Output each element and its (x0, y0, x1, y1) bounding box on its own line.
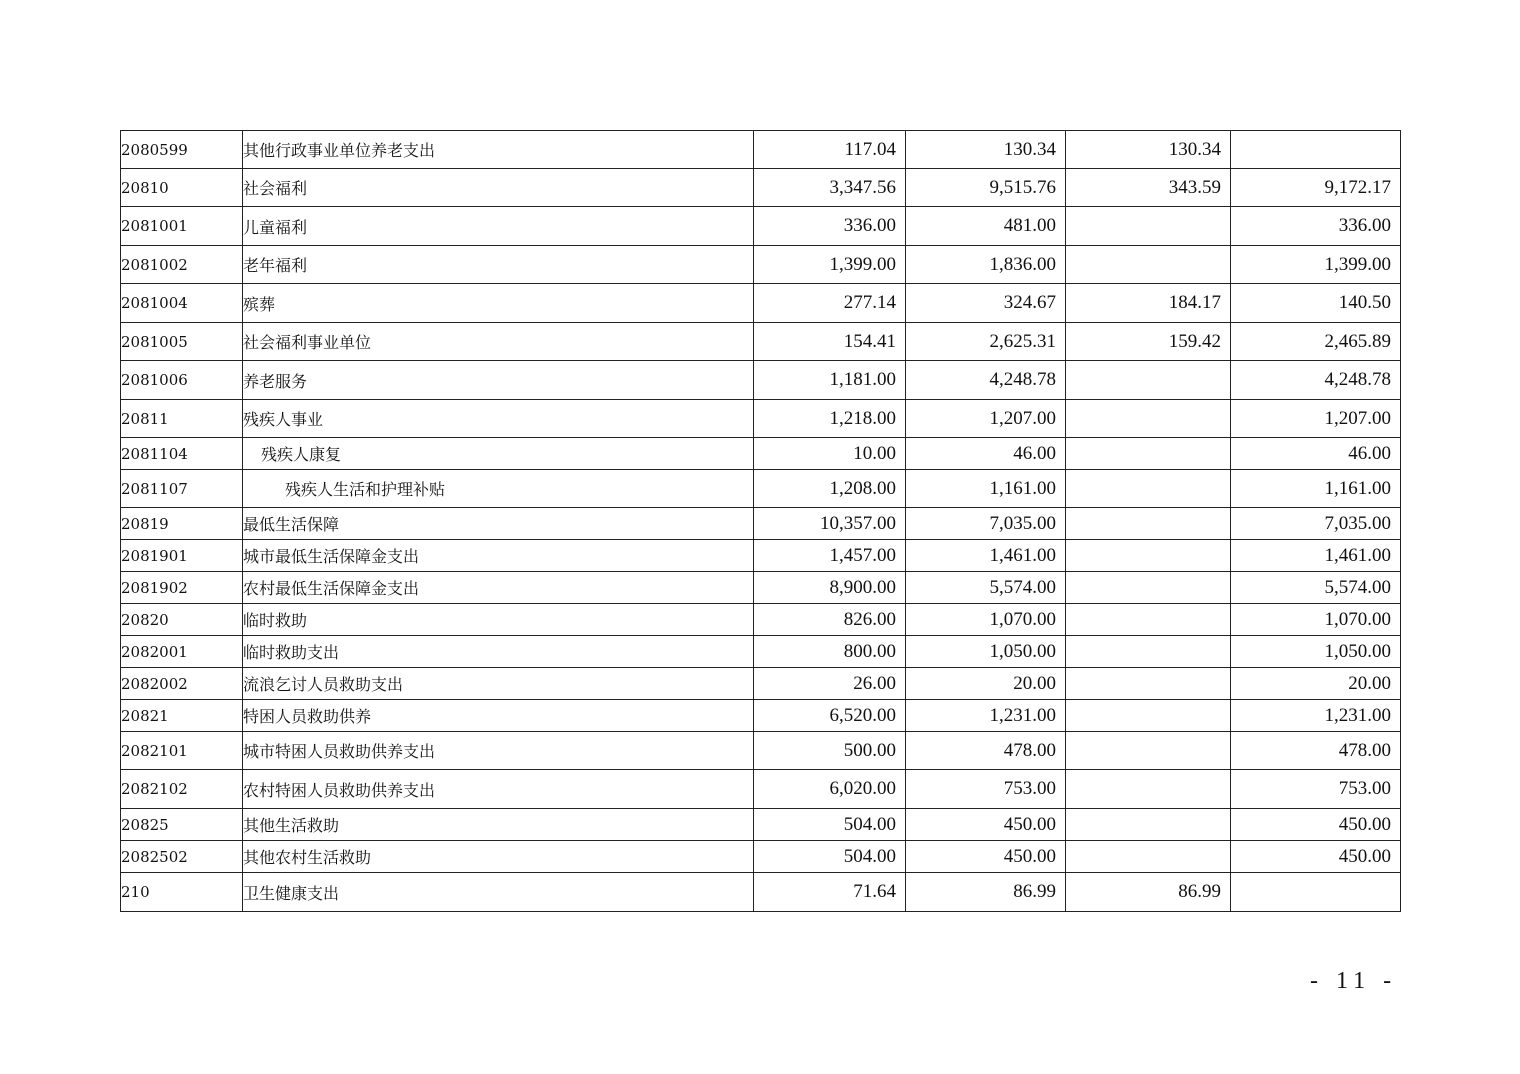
table-row (121, 284, 1401, 323)
table-row (121, 207, 1401, 246)
table-row (121, 636, 1401, 668)
table-row (121, 604, 1401, 636)
row-col3: 159.42 (1066, 323, 1231, 361)
row-name: 社会福利事业单位 (243, 323, 754, 361)
row-col1: 1,399.00 (754, 246, 906, 284)
row-col4: 7,035.00 (1231, 508, 1401, 540)
row-col3 (1066, 700, 1231, 732)
row-col4: 4,248.78 (1231, 361, 1401, 400)
row-col2: 450.00 (906, 841, 1066, 873)
row-col2: 481.00 (906, 207, 1066, 246)
row-col2: 478.00 (906, 732, 1066, 770)
row-col1: 154.41 (754, 323, 906, 361)
table-row (121, 540, 1401, 572)
row-col1: 504.00 (754, 809, 906, 841)
row-col1: 1,181.00 (754, 361, 906, 400)
table-row (121, 323, 1401, 361)
page-number: - 11 - (1310, 968, 1398, 994)
table-row (121, 246, 1401, 284)
row-name: 殡葬 (243, 284, 754, 323)
row-col2: 5,574.00 (906, 572, 1066, 604)
row-col1: 71.64 (754, 873, 906, 912)
row-name: 临时救助 (243, 604, 754, 636)
row-code: 2082102 (121, 770, 243, 809)
row-col3 (1066, 246, 1231, 284)
row-col4: 20.00 (1231, 668, 1401, 700)
row-code: 20820 (121, 604, 243, 636)
row-code: 2081002 (121, 246, 243, 284)
table-row (121, 770, 1401, 809)
row-col1: 1,218.00 (754, 400, 906, 438)
row-col2: 130.34 (906, 131, 1066, 169)
row-col4: 1,231.00 (1231, 700, 1401, 732)
row-col4: 753.00 (1231, 770, 1401, 809)
row-name: 流浪乞讨人员救助支出 (243, 668, 754, 700)
row-code: 2082502 (121, 841, 243, 873)
budget-table (120, 130, 1401, 912)
row-code: 2082002 (121, 668, 243, 700)
row-col2: 1,836.00 (906, 246, 1066, 284)
row-col1: 1,457.00 (754, 540, 906, 572)
table-row (121, 668, 1401, 700)
row-col1: 10,357.00 (754, 508, 906, 540)
table-row (121, 732, 1401, 770)
row-col2: 9,515.76 (906, 169, 1066, 207)
row-col3 (1066, 207, 1231, 246)
row-name: 特困人员救助供养 (243, 700, 754, 732)
row-col4: 1,050.00 (1231, 636, 1401, 668)
row-col4: 478.00 (1231, 732, 1401, 770)
row-code: 20811 (121, 400, 243, 438)
row-code: 20810 (121, 169, 243, 207)
row-col1: 336.00 (754, 207, 906, 246)
row-name: 城市最低生活保障金支出 (243, 540, 754, 572)
row-name: 养老服务 (243, 361, 754, 400)
row-col3 (1066, 438, 1231, 470)
row-col1: 277.14 (754, 284, 906, 323)
row-col2: 1,231.00 (906, 700, 1066, 732)
table-row (121, 131, 1401, 169)
row-col2: 7,035.00 (906, 508, 1066, 540)
row-col4: 1,070.00 (1231, 604, 1401, 636)
row-name: 城市特困人员救助供养支出 (243, 732, 754, 770)
row-col4: 450.00 (1231, 809, 1401, 841)
row-name: 残疾人康复 (243, 438, 754, 470)
row-col3: 130.34 (1066, 131, 1231, 169)
row-col1: 504.00 (754, 841, 906, 873)
row-col3 (1066, 400, 1231, 438)
row-name: 最低生活保障 (243, 508, 754, 540)
row-col1: 8,900.00 (754, 572, 906, 604)
row-col2: 46.00 (906, 438, 1066, 470)
row-col2: 2,625.31 (906, 323, 1066, 361)
row-col2: 1,461.00 (906, 540, 1066, 572)
row-col3 (1066, 809, 1231, 841)
table-row (121, 700, 1401, 732)
row-col1: 500.00 (754, 732, 906, 770)
row-col3 (1066, 572, 1231, 604)
row-col3: 86.99 (1066, 873, 1231, 912)
row-col2: 753.00 (906, 770, 1066, 809)
row-name: 其他行政事业单位养老支出 (243, 131, 754, 169)
row-col2: 1,050.00 (906, 636, 1066, 668)
row-col1: 10.00 (754, 438, 906, 470)
row-name: 农村特困人员救助供养支出 (243, 770, 754, 809)
row-code: 2081006 (121, 361, 243, 400)
row-code: 2081004 (121, 284, 243, 323)
row-code: 2081104 (121, 438, 243, 470)
row-code: 2081107 (121, 470, 243, 508)
row-name: 残疾人事业 (243, 400, 754, 438)
table-row (121, 809, 1401, 841)
table-row (121, 841, 1401, 873)
row-name: 儿童福利 (243, 207, 754, 246)
row-col4: 450.00 (1231, 841, 1401, 873)
row-name: 卫生健康支出 (243, 873, 754, 912)
row-code: 2080599 (121, 131, 243, 169)
row-code: 2082001 (121, 636, 243, 668)
row-col1: 800.00 (754, 636, 906, 668)
row-col1: 6,020.00 (754, 770, 906, 809)
row-col1: 3,347.56 (754, 169, 906, 207)
row-col4: 140.50 (1231, 284, 1401, 323)
row-col4 (1231, 131, 1401, 169)
row-col3 (1066, 540, 1231, 572)
row-col3 (1066, 361, 1231, 400)
row-code: 210 (121, 873, 243, 912)
row-col3: 184.17 (1066, 284, 1231, 323)
row-col4: 336.00 (1231, 207, 1401, 246)
row-col2: 20.00 (906, 668, 1066, 700)
row-col3 (1066, 470, 1231, 508)
row-name: 其他生活救助 (243, 809, 754, 841)
row-code: 2082101 (121, 732, 243, 770)
row-col3: 343.59 (1066, 169, 1231, 207)
row-col1: 26.00 (754, 668, 906, 700)
row-name: 残疾人生活和护理补贴 (243, 470, 754, 508)
row-col4: 1,207.00 (1231, 400, 1401, 438)
row-col1: 6,520.00 (754, 700, 906, 732)
row-col2: 450.00 (906, 809, 1066, 841)
row-col3 (1066, 508, 1231, 540)
row-col3 (1066, 841, 1231, 873)
table-row (121, 361, 1401, 400)
row-name: 临时救助支出 (243, 636, 754, 668)
row-col4: 9,172.17 (1231, 169, 1401, 207)
row-col2: 324.67 (906, 284, 1066, 323)
row-name: 社会福利 (243, 169, 754, 207)
row-col4 (1231, 873, 1401, 912)
row-col2: 1,161.00 (906, 470, 1066, 508)
table-row (121, 873, 1401, 912)
row-code: 2081901 (121, 540, 243, 572)
row-code: 20819 (121, 508, 243, 540)
row-col3 (1066, 668, 1231, 700)
table-row (121, 572, 1401, 604)
row-name: 其他农村生活救助 (243, 841, 754, 873)
table-row (121, 438, 1401, 470)
row-col1: 117.04 (754, 131, 906, 169)
table-row (121, 169, 1401, 207)
row-col1: 826.00 (754, 604, 906, 636)
row-col4: 5,574.00 (1231, 572, 1401, 604)
row-code: 2081005 (121, 323, 243, 361)
row-col2: 86.99 (906, 873, 1066, 912)
row-col2: 4,248.78 (906, 361, 1066, 400)
table-row (121, 470, 1401, 508)
row-col1: 1,208.00 (754, 470, 906, 508)
row-col4: 2,465.89 (1231, 323, 1401, 361)
row-col3 (1066, 732, 1231, 770)
row-col2: 1,207.00 (906, 400, 1066, 438)
row-col4: 1,399.00 (1231, 246, 1401, 284)
row-code: 20821 (121, 700, 243, 732)
row-code: 20825 (121, 809, 243, 841)
row-name: 老年福利 (243, 246, 754, 284)
table-row (121, 400, 1401, 438)
row-col3 (1066, 604, 1231, 636)
row-col3 (1066, 770, 1231, 809)
row-col3 (1066, 636, 1231, 668)
row-col4: 46.00 (1231, 438, 1401, 470)
row-code: 2081902 (121, 572, 243, 604)
row-code: 2081001 (121, 207, 243, 246)
row-col4: 1,161.00 (1231, 470, 1401, 508)
row-col4: 1,461.00 (1231, 540, 1401, 572)
table-row (121, 508, 1401, 540)
row-col2: 1,070.00 (906, 604, 1066, 636)
row-name: 农村最低生活保障金支出 (243, 572, 754, 604)
